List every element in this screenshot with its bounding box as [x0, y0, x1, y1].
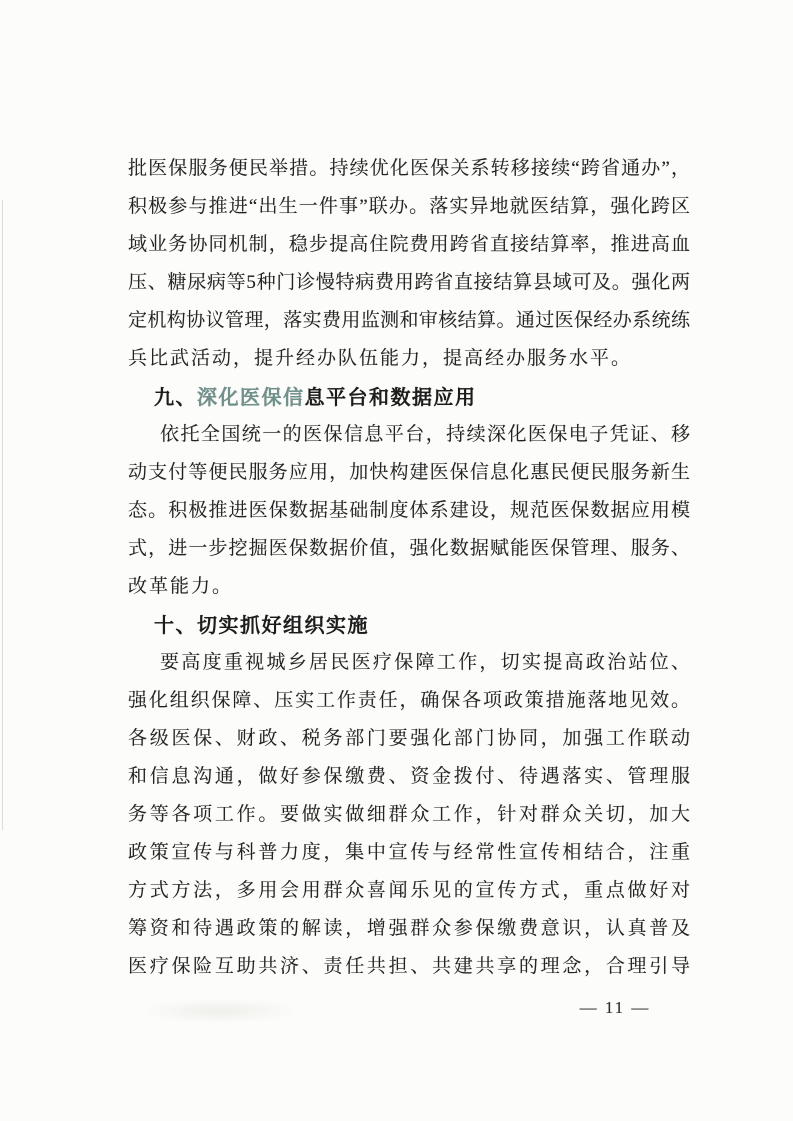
heading-text-part: 深化医保信	[197, 385, 305, 409]
text-line: 筹资和待遇政策的解读，增强群众参保缴费意识，认真普及	[128, 918, 690, 939]
text-line: 动支付等便民服务应用，加快构建医保信息化惠民便民服务新生	[128, 462, 690, 483]
page-number: — 11 —	[579, 998, 651, 1017]
heading-text-part: 十、切实抓好组织实施	[154, 613, 369, 637]
scan-edge-artifact	[2, 200, 3, 830]
text-line: 方式方法，多用会用群众喜闻乐见的宣传方式，重点做好对	[128, 880, 690, 901]
text-line: 政策宣传与科普力度，集中宣传与经常性宣传相结合，注重	[128, 842, 690, 863]
text-line: 积极参与推进“出生一件事”联办。落实异地就医结算，强化跨区	[128, 196, 690, 217]
text-line: 定机构协议管理，落实费用监测和审核结算。通过医保经办系统练	[128, 310, 690, 331]
text-line: 强化组织保障、压实工作责任，确保各项政策措施落地见效。	[128, 690, 690, 711]
heading-section-9	[128, 378, 690, 416]
text-line: 兵比武活动，提升经办队伍能力，提高经办服务水平。	[128, 348, 633, 369]
text-line: 务等各项工作。要做实做细群众工作，针对群众关切，加大	[128, 804, 690, 825]
heading-text-part: 九、	[154, 385, 197, 409]
text-line: 各级医保、财政、税务部门要强化部门协同，加强工作联动	[128, 728, 690, 749]
text-line: 域业务协同机制，稳步提高住院费用跨省直接结算率，推进高血	[128, 234, 690, 255]
text-line: 压、糖尿病等5种门诊慢特病费用跨省直接结算县域可及。强化两	[128, 272, 690, 293]
document-body	[128, 150, 690, 986]
scan-smudge-artifact	[140, 998, 300, 1024]
heading-section-10	[128, 606, 690, 644]
heading-text-part: 息平台和数据应用	[304, 385, 477, 409]
text-line: 态。积极推进医保数据基础制度体系建设，规范医保数据应用模	[128, 500, 690, 521]
text-line: 批医保服务便民举措。持续优化医保关系转移接续“跨省通办”，	[128, 158, 690, 179]
text-line: 要高度重视城乡居民医疗保障工作，切实提高政治站位、	[160, 652, 690, 673]
text-line: 医疗保险互助共济、责任共担、共建共享的理念，合理引导	[128, 956, 690, 977]
text-line: 和信息沟通，做好参保缴费、资金拨付、待遇落实、管理服	[128, 766, 690, 787]
text-line: 改革能力。	[128, 576, 234, 597]
text-line: 依托全国统一的医保信息平台，持续深化医保电子凭证、移	[160, 424, 690, 445]
text-line: 式，进一步挖掘医保数据价值，强化数据赋能医保管理、服务、	[128, 538, 690, 559]
